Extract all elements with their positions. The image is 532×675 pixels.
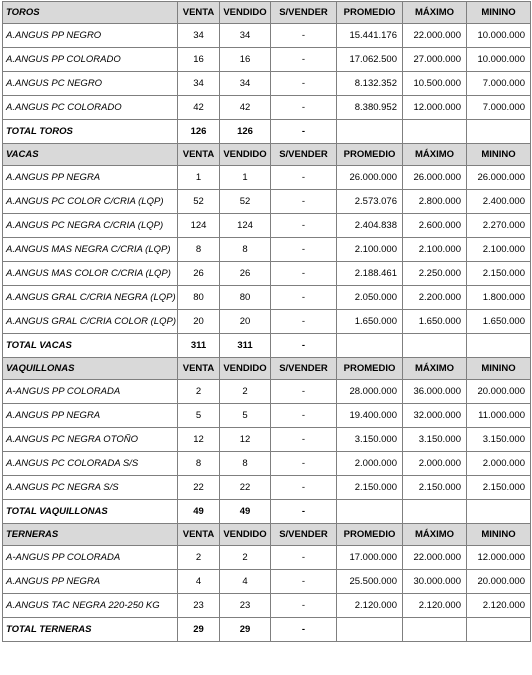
- vendido-cell: 12: [220, 428, 271, 452]
- svender-cell: -: [271, 546, 337, 570]
- empty-cell: [467, 120, 531, 144]
- table-row: [3, 380, 531, 404]
- breed-name: A.ANGUS MAS COLOR C/CRIA (LQP): [3, 262, 178, 286]
- table-row: [3, 190, 531, 214]
- column-header: VENDIDO: [220, 144, 271, 166]
- svender-cell: -: [271, 166, 337, 190]
- venta-cell: 16: [178, 48, 220, 72]
- total-label: TOTAL TOROS: [3, 120, 178, 144]
- maximo-cell: 2.250.000: [403, 262, 467, 286]
- svender-cell: -: [271, 262, 337, 286]
- promedio-cell: 2.050.000: [337, 286, 403, 310]
- maximo-cell: 2.100.000: [403, 238, 467, 262]
- column-header: PROMEDIO: [337, 524, 403, 546]
- svender-cell: -: [271, 570, 337, 594]
- breed-name: A.ANGUS PP NEGRA: [3, 404, 178, 428]
- total-vendido-cell: 126: [220, 120, 271, 144]
- maximo-cell: 27.000.000: [403, 48, 467, 72]
- svender-cell: -: [271, 24, 337, 48]
- table-row: [3, 476, 531, 500]
- maximo-cell: 2.200.000: [403, 286, 467, 310]
- promedio-cell: 2.188.461: [337, 262, 403, 286]
- table-row: [3, 166, 531, 190]
- vendido-cell: 34: [220, 24, 271, 48]
- empty-cell: [467, 500, 531, 524]
- section-header-row: [3, 524, 531, 546]
- column-header: MÁXIMO: [403, 358, 467, 380]
- section-header-row: [3, 144, 531, 166]
- column-header: PROMEDIO: [337, 358, 403, 380]
- section-category: TERNERAS: [3, 524, 178, 546]
- section-header-row: [3, 2, 531, 24]
- svender-cell: -: [271, 72, 337, 96]
- minimo-cell: 2.150.000: [467, 262, 531, 286]
- column-header: VENDIDO: [220, 524, 271, 546]
- minimo-cell: 2.000.000: [467, 452, 531, 476]
- minimo-cell: 20.000.000: [467, 570, 531, 594]
- promedio-cell: 1.650.000: [337, 310, 403, 334]
- column-header: VENTA: [178, 524, 220, 546]
- vendido-cell: 26: [220, 262, 271, 286]
- empty-cell: [337, 618, 403, 642]
- total-row: [3, 500, 531, 524]
- column-header: VENTA: [178, 358, 220, 380]
- svender-cell: -: [271, 380, 337, 404]
- breed-name: A.ANGUS PC NEGRA S/S: [3, 476, 178, 500]
- total-vendido-cell: 29: [220, 618, 271, 642]
- total-venta-cell: 29: [178, 618, 220, 642]
- vendido-cell: 4: [220, 570, 271, 594]
- svender-cell: -: [271, 310, 337, 334]
- venta-cell: 12: [178, 428, 220, 452]
- breed-name: A.ANGUS GRAL C/CRIA NEGRA (LQP): [3, 286, 178, 310]
- column-header: MININO: [467, 2, 531, 24]
- maximo-cell: 2.150.000: [403, 476, 467, 500]
- promedio-cell: 2.100.000: [337, 238, 403, 262]
- breed-name: A.ANGUS PC COLORADA S/S: [3, 452, 178, 476]
- promedio-cell: 2.573.076: [337, 190, 403, 214]
- venta-cell: 4: [178, 570, 220, 594]
- maximo-cell: 22.000.000: [403, 546, 467, 570]
- total-venta-cell: 126: [178, 120, 220, 144]
- column-header: S/VENDER: [271, 358, 337, 380]
- minimo-cell: 12.000.000: [467, 546, 531, 570]
- maximo-cell: 30.000.000: [403, 570, 467, 594]
- svender-cell: -: [271, 48, 337, 72]
- total-svender-cell: -: [271, 334, 337, 358]
- vendido-cell: 23: [220, 594, 271, 618]
- total-row: [3, 618, 531, 642]
- venta-cell: 34: [178, 24, 220, 48]
- breed-name: A.ANGUS PP NEGRA: [3, 166, 178, 190]
- venta-cell: 5: [178, 404, 220, 428]
- minimo-cell: 11.000.000: [467, 404, 531, 428]
- column-header: PROMEDIO: [337, 2, 403, 24]
- venta-cell: 80: [178, 286, 220, 310]
- column-header: MÁXIMO: [403, 524, 467, 546]
- breed-name: A.ANGUS PP NEGRO: [3, 24, 178, 48]
- breed-name: A.ANGUS TAC NEGRA 220-250 KG: [3, 594, 178, 618]
- maximo-cell: 2.800.000: [403, 190, 467, 214]
- empty-cell: [467, 334, 531, 358]
- svender-cell: -: [271, 96, 337, 120]
- minimo-cell: 2.270.000: [467, 214, 531, 238]
- empty-cell: [337, 120, 403, 144]
- column-header: VENTA: [178, 144, 220, 166]
- svender-cell: -: [271, 452, 337, 476]
- minimo-cell: 2.150.000: [467, 476, 531, 500]
- breed-name: A.ANGUS PC COLORADO: [3, 96, 178, 120]
- venta-cell: 34: [178, 72, 220, 96]
- empty-cell: [403, 500, 467, 524]
- table-row: [3, 72, 531, 96]
- minimo-cell: 10.000.000: [467, 24, 531, 48]
- vendido-cell: 22: [220, 476, 271, 500]
- empty-cell: [337, 334, 403, 358]
- promedio-cell: 8.380.952: [337, 96, 403, 120]
- minimo-cell: 2.100.000: [467, 238, 531, 262]
- table-row: [3, 286, 531, 310]
- total-vendido-cell: 311: [220, 334, 271, 358]
- vendido-cell: 16: [220, 48, 271, 72]
- venta-cell: 2: [178, 380, 220, 404]
- total-vendido-cell: 49: [220, 500, 271, 524]
- column-header: PROMEDIO: [337, 144, 403, 166]
- table-row: [3, 24, 531, 48]
- column-header: MININO: [467, 358, 531, 380]
- total-row: [3, 120, 531, 144]
- maximo-cell: 32.000.000: [403, 404, 467, 428]
- vendido-cell: 42: [220, 96, 271, 120]
- table-row: [3, 214, 531, 238]
- table-row: [3, 48, 531, 72]
- column-header: VENDIDO: [220, 2, 271, 24]
- promedio-cell: 3.150.000: [337, 428, 403, 452]
- minimo-cell: 2.120.000: [467, 594, 531, 618]
- total-row: [3, 334, 531, 358]
- column-header: S/VENDER: [271, 2, 337, 24]
- maximo-cell: 2.120.000: [403, 594, 467, 618]
- breed-name: A.ANGUS MAS NEGRA C/CRIA (LQP): [3, 238, 178, 262]
- empty-cell: [467, 618, 531, 642]
- maximo-cell: 2.000.000: [403, 452, 467, 476]
- maximo-cell: 3.150.000: [403, 428, 467, 452]
- vendido-cell: 52: [220, 190, 271, 214]
- minimo-cell: 1.650.000: [467, 310, 531, 334]
- svender-cell: -: [271, 214, 337, 238]
- table-row: [3, 428, 531, 452]
- column-header: S/VENDER: [271, 144, 337, 166]
- minimo-cell: 3.150.000: [467, 428, 531, 452]
- svender-cell: -: [271, 476, 337, 500]
- minimo-cell: 1.800.000: [467, 286, 531, 310]
- breed-name: A.ANGUS GRAL C/CRIA COLOR (LQP): [3, 310, 178, 334]
- total-svender-cell: -: [271, 120, 337, 144]
- venta-cell: 52: [178, 190, 220, 214]
- minimo-cell: 7.000.000: [467, 96, 531, 120]
- total-label: TOTAL VACAS: [3, 334, 178, 358]
- maximo-cell: 12.000.000: [403, 96, 467, 120]
- maximo-cell: 36.000.000: [403, 380, 467, 404]
- venta-cell: 26: [178, 262, 220, 286]
- venta-cell: 23: [178, 594, 220, 618]
- table-row: [3, 570, 531, 594]
- promedio-cell: 25.500.000: [337, 570, 403, 594]
- vendido-cell: 5: [220, 404, 271, 428]
- breed-name: A-ANGUS PP COLORADA: [3, 380, 178, 404]
- maximo-cell: 1.650.000: [403, 310, 467, 334]
- table-row: [3, 310, 531, 334]
- promedio-cell: 2.000.000: [337, 452, 403, 476]
- table-row: [3, 238, 531, 262]
- column-header: MÁXIMO: [403, 144, 467, 166]
- minimo-cell: 7.000.000: [467, 72, 531, 96]
- minimo-cell: 26.000.000: [467, 166, 531, 190]
- vendido-cell: 8: [220, 238, 271, 262]
- promedio-cell: 19.400.000: [337, 404, 403, 428]
- table-row: [3, 96, 531, 120]
- empty-cell: [403, 334, 467, 358]
- vendido-cell: 80: [220, 286, 271, 310]
- vendido-cell: 124: [220, 214, 271, 238]
- breed-name: A.ANGUS PC NEGRO: [3, 72, 178, 96]
- maximo-cell: 26.000.000: [403, 166, 467, 190]
- total-label: TOTAL TERNERAS: [3, 618, 178, 642]
- empty-cell: [403, 120, 467, 144]
- total-venta-cell: 311: [178, 334, 220, 358]
- venta-cell: 8: [178, 238, 220, 262]
- table-row: [3, 452, 531, 476]
- vendido-cell: 8: [220, 452, 271, 476]
- table-body: [3, 2, 531, 642]
- svender-cell: -: [271, 238, 337, 262]
- venta-cell: 42: [178, 96, 220, 120]
- section-category: VAQUILLONAS: [3, 358, 178, 380]
- empty-cell: [403, 618, 467, 642]
- vendido-cell: 2: [220, 380, 271, 404]
- promedio-cell: 8.132.352: [337, 72, 403, 96]
- promedio-cell: 26.000.000: [337, 166, 403, 190]
- venta-cell: 20: [178, 310, 220, 334]
- promedio-cell: 2.120.000: [337, 594, 403, 618]
- svender-cell: -: [271, 286, 337, 310]
- promedio-cell: 2.150.000: [337, 476, 403, 500]
- table-row: [3, 546, 531, 570]
- venta-cell: 124: [178, 214, 220, 238]
- total-svender-cell: -: [271, 618, 337, 642]
- venta-cell: 1: [178, 166, 220, 190]
- column-header: MININO: [467, 144, 531, 166]
- vendido-cell: 34: [220, 72, 271, 96]
- table-row: [3, 262, 531, 286]
- promedio-cell: 15.441.176: [337, 24, 403, 48]
- table-row: [3, 404, 531, 428]
- column-header: S/VENDER: [271, 524, 337, 546]
- breed-name: A.ANGUS PP COLORADO: [3, 48, 178, 72]
- auction-results-table: [2, 1, 531, 642]
- section-header-row: [3, 358, 531, 380]
- column-header: MÁXIMO: [403, 2, 467, 24]
- vendido-cell: 20: [220, 310, 271, 334]
- breed-name: A.ANGUS PC NEGRA C/CRIA (LQP): [3, 214, 178, 238]
- svender-cell: -: [271, 594, 337, 618]
- total-label: TOTAL VAQUILLONAS: [3, 500, 178, 524]
- maximo-cell: 22.000.000: [403, 24, 467, 48]
- empty-cell: [337, 500, 403, 524]
- svender-cell: -: [271, 428, 337, 452]
- venta-cell: 22: [178, 476, 220, 500]
- promedio-cell: 28.000.000: [337, 380, 403, 404]
- total-venta-cell: 49: [178, 500, 220, 524]
- total-svender-cell: -: [271, 500, 337, 524]
- breed-name: A.ANGUS PP NEGRA: [3, 570, 178, 594]
- promedio-cell: 17.000.000: [337, 546, 403, 570]
- column-header: VENDIDO: [220, 358, 271, 380]
- venta-cell: 8: [178, 452, 220, 476]
- section-category: VACAS: [3, 144, 178, 166]
- column-header: VENTA: [178, 2, 220, 24]
- promedio-cell: 17.062.500: [337, 48, 403, 72]
- promedio-cell: 2.404.838: [337, 214, 403, 238]
- vendido-cell: 2: [220, 546, 271, 570]
- venta-cell: 2: [178, 546, 220, 570]
- breed-name: A.ANGUS PC COLOR C/CRIA (LQP): [3, 190, 178, 214]
- breed-name: A.ANGUS PC NEGRA OTOÑO: [3, 428, 178, 452]
- vendido-cell: 1: [220, 166, 271, 190]
- minimo-cell: 20.000.000: [467, 380, 531, 404]
- svender-cell: -: [271, 190, 337, 214]
- breed-name: A-ANGUS PP COLORADA: [3, 546, 178, 570]
- svender-cell: -: [271, 404, 337, 428]
- column-header: MININO: [467, 524, 531, 546]
- minimo-cell: 2.400.000: [467, 190, 531, 214]
- maximo-cell: 10.500.000: [403, 72, 467, 96]
- maximo-cell: 2.600.000: [403, 214, 467, 238]
- minimo-cell: 10.000.000: [467, 48, 531, 72]
- table-row: [3, 594, 531, 618]
- section-category: TOROS: [3, 2, 178, 24]
